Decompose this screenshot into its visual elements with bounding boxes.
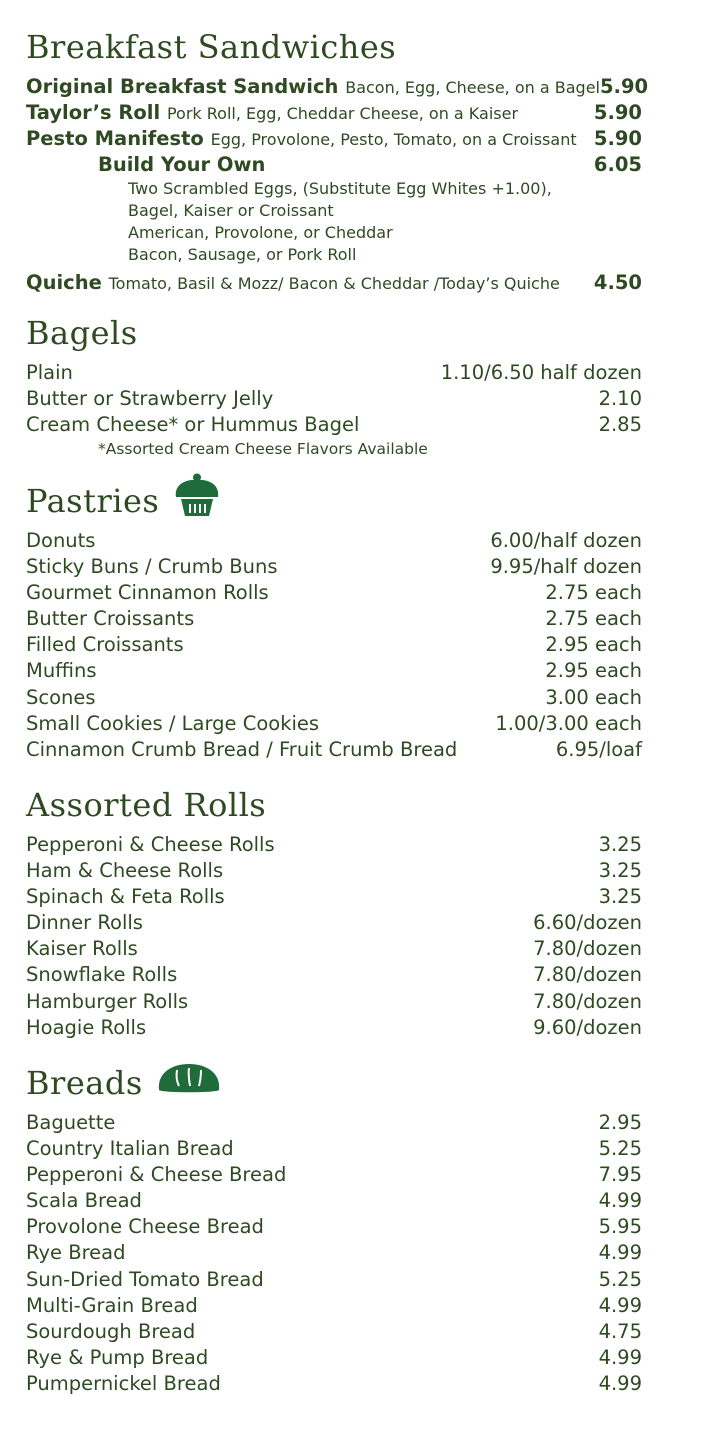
- item-name: Kaiser Rolls: [26, 937, 138, 961]
- item-name: Snowflake Rolls: [26, 963, 178, 987]
- item-name: Build Your Own: [98, 153, 266, 177]
- item-name: Donuts: [26, 529, 96, 552]
- menu-item: [26, 126, 642, 152]
- item-price: 2.75 each: [545, 607, 642, 631]
- menu-item: [26, 910, 642, 936]
- menu-item: [26, 685, 642, 711]
- item-price: 6.95/loaf: [555, 737, 642, 761]
- item-price: 5.90: [593, 101, 642, 125]
- item-desc: Egg, Provolone, Pesto, Tomato, on a Croissant: [210, 130, 577, 150]
- build-option-line: Bacon, Sausage, or Pork Roll: [128, 245, 357, 265]
- item-name: Taylor’s Roll: [26, 101, 161, 125]
- menu-item: [26, 936, 642, 962]
- menu-item: [26, 1319, 642, 1345]
- menu-item: [26, 884, 642, 910]
- item-price: 3.25: [598, 885, 642, 909]
- item-name: Hamburger Rolls: [26, 989, 189, 1013]
- menu-item: [26, 1214, 642, 1240]
- item-price: 3.25: [598, 859, 642, 883]
- item-name: Provolone Cheese Bread: [26, 1215, 264, 1239]
- menu-item: [26, 528, 642, 554]
- menu-item: [26, 1371, 642, 1397]
- menu-item: [26, 1293, 642, 1319]
- item-name: Butter or Strawberry Jelly: [26, 387, 274, 411]
- item-price: 3.25: [598, 833, 642, 856]
- item-price: 4.99: [598, 1293, 642, 1317]
- menu-item: [26, 711, 642, 737]
- item-name: Sticky Buns / Crumb Buns: [26, 555, 278, 579]
- menu-item: [26, 1188, 642, 1214]
- item-name: Country Italian Bread: [26, 1137, 234, 1161]
- menu-item: [26, 1162, 642, 1188]
- item-desc: Pork Roll, Egg, Cheddar Cheese, on a Kaiser: [166, 104, 519, 124]
- build-option-line: Two Scrambled Eggs, (Substitute Egg Whites +1.00),: [128, 179, 552, 199]
- item-price: 4.75: [598, 1319, 642, 1343]
- item-price: 6.00/half dozen: [490, 529, 642, 552]
- section-title: Bagels: [26, 314, 138, 352]
- item-price: 4.99: [598, 1371, 642, 1395]
- menu-item: [26, 962, 642, 988]
- section-title: Breakfast Sandwiches: [26, 28, 397, 66]
- item-name: Gourmet Cinnamon Rolls: [26, 581, 269, 605]
- menu-item: [26, 1345, 642, 1371]
- item-desc: Tomato, Basil & Mozz/ Bacon & Cheddar /Today’s Quiche: [108, 274, 560, 294]
- build-option-line: Bagel, Kaiser or Croissant: [128, 201, 334, 221]
- item-price: 2.75 each: [545, 581, 642, 605]
- section-title-row: [26, 478, 642, 524]
- item-name: Pepperoni & Cheese Bread: [26, 1163, 287, 1187]
- item-name: Muffins: [26, 659, 97, 683]
- bagel-note: *Assorted Cream Cheese Flavors Available: [98, 440, 428, 459]
- menu-item: [26, 858, 642, 884]
- item-name: Rye & Pump Bread: [26, 1345, 209, 1369]
- item-name: Plain: [26, 361, 73, 384]
- section-breakfast: [26, 24, 649, 296]
- item-price: 6.60/dozen: [533, 911, 642, 935]
- build-your-own-item: [26, 152, 642, 178]
- item-price: 2.95 each: [545, 659, 642, 683]
- item-price: 7.80/dozen: [533, 963, 642, 987]
- item-name: Scones: [26, 685, 96, 709]
- menu-item: [26, 100, 642, 126]
- item-name: Butter Croissants: [26, 607, 195, 631]
- item-name: Sourdough Bread: [26, 1319, 196, 1343]
- item-price: 4.50: [593, 271, 642, 295]
- menu-item: [26, 580, 642, 606]
- item-name: Spinach & Feta Rolls: [26, 885, 225, 909]
- item-price: 5.90: [593, 127, 642, 151]
- item-name: Rye Bread: [26, 1241, 126, 1265]
- menu-item: [26, 1110, 642, 1136]
- item-name: Quiche: [26, 271, 102, 295]
- menu-item: [26, 1015, 642, 1041]
- menu-item: [26, 412, 642, 438]
- item-price: 6.05: [593, 153, 642, 177]
- menu-item: [26, 554, 642, 580]
- bread-loaf-icon: [157, 1060, 221, 1106]
- section-pastries: [26, 478, 642, 763]
- item-name: Scala Bread: [26, 1189, 142, 1213]
- item-name: Original Breakfast Sandwich: [26, 75, 339, 98]
- item-price: 2.85: [598, 413, 642, 437]
- menu-item: [26, 989, 642, 1015]
- item-name: Pesto Manifesto: [26, 127, 204, 151]
- item-name: Small Cookies / Large Cookies: [26, 711, 320, 735]
- item-name: Hoagie Rolls: [26, 1015, 147, 1039]
- item-price: 1.00/3.00 each: [495, 711, 642, 735]
- menu-item: [26, 386, 642, 412]
- item-desc: Bacon, Egg, Cheese, on a Bagel: [345, 78, 600, 97]
- item-price: 4.99: [598, 1345, 642, 1369]
- menu-item: [26, 74, 649, 100]
- menu-item: [26, 1267, 642, 1293]
- section-rolls: [26, 782, 642, 1041]
- item-price: 9.95/half dozen: [490, 555, 642, 579]
- section-title: Assorted Rolls: [26, 786, 267, 824]
- item-price: 2.95: [598, 1111, 642, 1134]
- item-name: Cream Cheese* or Hummus Bagel: [26, 413, 360, 437]
- item-price: 2.95 each: [545, 633, 642, 657]
- item-price: 7.95: [598, 1163, 642, 1187]
- build-option-line: American, Provolone, or Cheddar: [128, 223, 393, 243]
- item-price: 3.00 each: [545, 685, 642, 709]
- menu-item: [26, 270, 642, 296]
- menu-item: [26, 737, 642, 763]
- menu-item: [26, 1136, 642, 1162]
- item-name: Multi-Grain Bread: [26, 1293, 198, 1317]
- menu-item: [26, 1240, 642, 1266]
- item-price: 7.80/dozen: [533, 989, 642, 1013]
- menu-item: [26, 606, 642, 632]
- menu-item: [26, 632, 642, 658]
- menu-item: [26, 658, 642, 684]
- item-price: 5.90: [599, 75, 649, 98]
- item-price: 9.60/dozen: [533, 1015, 642, 1039]
- item-price: 1.10/6.50 half dozen: [440, 361, 642, 384]
- item-price: 2.10: [598, 387, 642, 411]
- item-price: 5.25: [598, 1267, 642, 1291]
- section-title-row: [26, 1060, 642, 1106]
- item-price: 7.80/dozen: [533, 937, 642, 961]
- item-name: Pepperoni & Cheese Rolls: [26, 833, 275, 856]
- item-name: Filled Croissants: [26, 633, 184, 657]
- item-name: Sun-Dried Tomato Bread: [26, 1267, 264, 1291]
- item-price: 5.95: [598, 1215, 642, 1239]
- item-name: Dinner Rolls: [26, 911, 143, 935]
- section-breads: [26, 1060, 642, 1397]
- item-name: Cinnamon Crumb Bread / Fruit Crumb Bread: [26, 737, 458, 761]
- muffin-icon: [173, 473, 221, 529]
- item-price: 4.99: [598, 1189, 642, 1213]
- item-price: 4.99: [598, 1241, 642, 1265]
- section-title: Breads: [26, 1064, 143, 1102]
- menu-item: [26, 360, 642, 386]
- section-bagels: [26, 310, 642, 460]
- item-price: 5.25: [598, 1137, 642, 1161]
- item-name: Pumpernickel Bread: [26, 1371, 221, 1395]
- menu-item: [26, 832, 642, 858]
- item-name: Ham & Cheese Rolls: [26, 859, 224, 883]
- item-name: Baguette: [26, 1111, 116, 1134]
- section-title: Pastries: [26, 482, 160, 520]
